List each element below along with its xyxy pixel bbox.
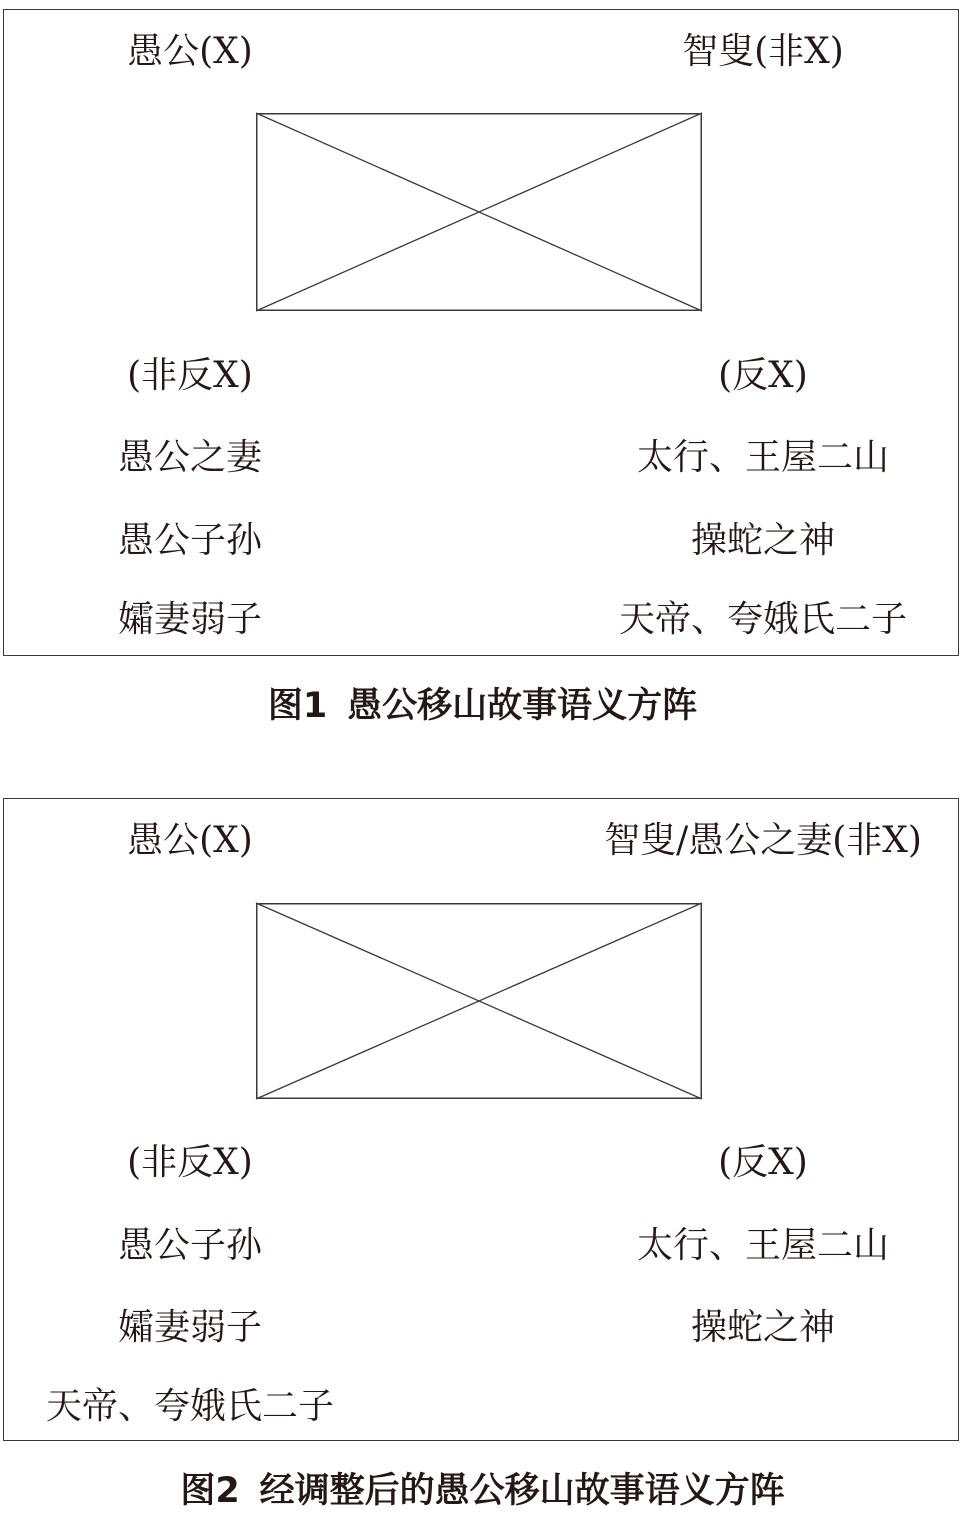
fig1-left-item: 愚公子孙 xyxy=(117,520,263,561)
fig2-label-anti-x: (反X) xyxy=(718,1142,808,1183)
fig1-label-x: 愚公(X) xyxy=(127,31,253,72)
fig2-label-not-x: 智叟/愚公之妻(非X) xyxy=(604,820,922,861)
fig1-label-not-x: 智叟(非X) xyxy=(682,31,844,72)
fig1-label-not-anti-x: (非反X) xyxy=(127,355,253,396)
fig1-left-item: 孀妻弱子 xyxy=(117,599,263,640)
fig2-left-item: 孀妻弱子 xyxy=(117,1307,263,1348)
fig2-semiotic-square xyxy=(256,903,702,1099)
fig2-left-item: 天帝、夸娥氏二子 xyxy=(45,1386,335,1427)
fig2-right-item: 太行、王屋二山 xyxy=(636,1225,890,1266)
figure-1-caption xyxy=(0,684,965,728)
fig1-right-item: 天帝、夸娥氏二子 xyxy=(618,599,908,640)
fig2-label-not-anti-x: (非反X) xyxy=(127,1142,253,1183)
fig1-left-item: 愚公之妻 xyxy=(117,437,263,478)
fig2-label-x: 愚公(X) xyxy=(127,820,253,861)
fig2-left-item: 愚公子孙 xyxy=(117,1225,263,1266)
fig1-semiotic-square xyxy=(256,113,702,311)
fig1-right-item: 太行、王屋二山 xyxy=(636,437,890,478)
fig1-caption-number: 图1 xyxy=(267,686,328,726)
figure-2-caption xyxy=(0,1469,965,1513)
fig2-right-item: 操蛇之神 xyxy=(690,1307,836,1348)
fig1-label-anti-x: (反X) xyxy=(718,355,808,396)
fig2-caption-number: 图2 xyxy=(180,1471,240,1511)
fig2-caption-text: 经调整后的愚公移山故事语义方阵 xyxy=(259,1471,785,1511)
fig1-caption-text: 愚公移山故事语义方阵 xyxy=(347,686,698,726)
fig1-right-item: 操蛇之神 xyxy=(690,520,836,561)
